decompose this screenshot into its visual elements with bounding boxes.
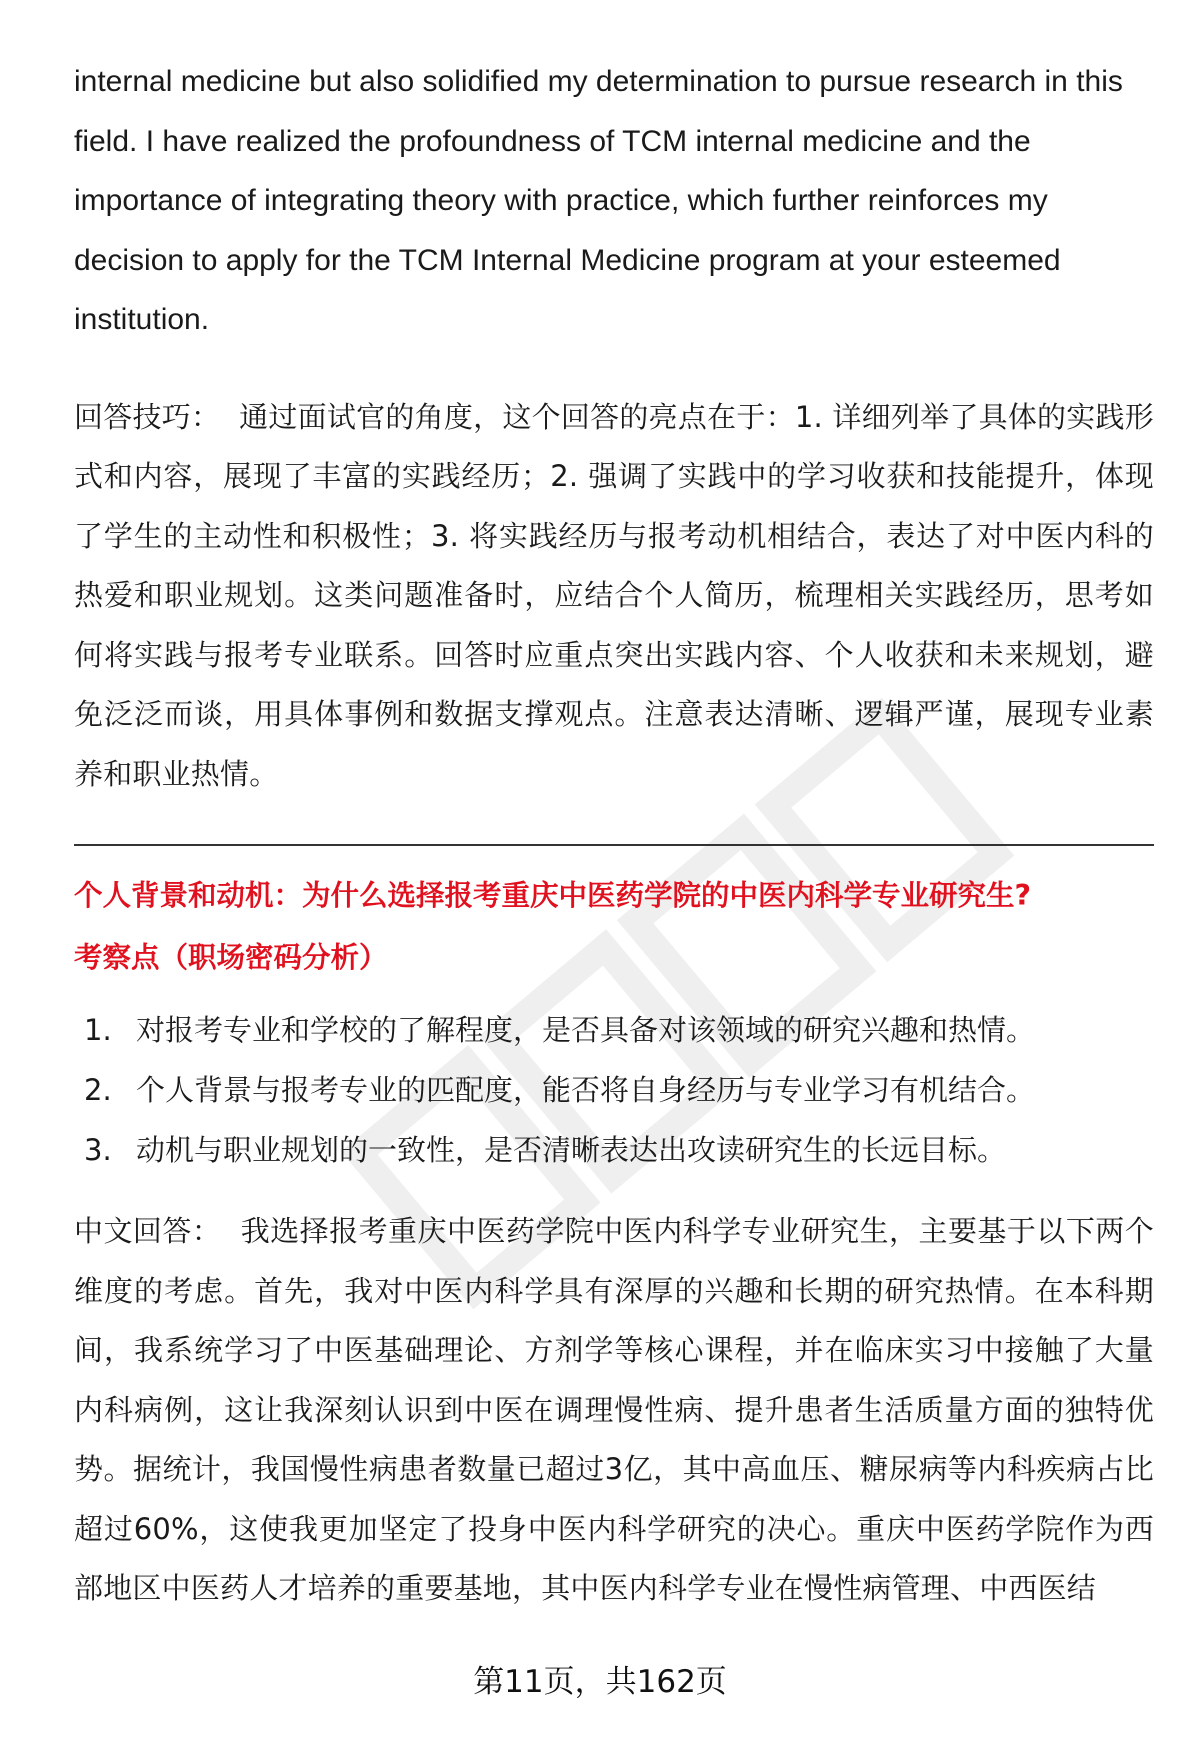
chinese-answer-paragraph [74,1202,1154,1619]
list-item-text: 动机与职业规划的一致性，是否清晰表达出攻读研究生的长远目标。 [136,1133,1007,1167]
assessment-points-list [74,1000,1154,1180]
list-item [74,1120,1154,1180]
tips-paragraph [74,388,1154,805]
question-subtitle: 考察点（职场密码分析） [74,941,388,974]
list-item-number: 3. [84,1133,112,1167]
list-item [74,1060,1154,1120]
answer-text: 我选择报考重庆中医药学院中医内科学专业研究生，主要基于以下两个维度的考虑。首先，我对中医内科学具有深厚的兴趣和长期的研究热情。在本科期间，我系统学习了中医基础理论、方剂学等核心课程，并在临床实习中接触了大量内科病例，这让我深刻认识到中医在调理慢性病、提升患者生活质量方面的独特优势。据统计，我国慢性病患者数量已超过3亿，其中高血压、糖尿病等内科疾病占比超过60%，这使我更加坚定了投身中医内科学研究的决心。重庆中医药学院作为西部地区中医药人才培养的重要基地，其中医内科学专业在慢性病管理、中西医结 [74,1214,1154,1605]
page-number-footer: 第11页，共162页 [473,1664,727,1700]
list-item-number: 2. [84,1073,112,1107]
list-item-number: 1. [84,1013,112,1047]
tips-label: 回答技巧： [74,399,221,434]
list-item-text: 对报考专业和学校的了解程度，是否具备对该领域的研究兴趣和热情。 [136,1013,1036,1047]
tips-text: 通过面试官的角度，这个回答的亮点在于：1. 详细列举了具体的实践形式和内容，展现了丰富的实践经历；2. 强调了实践中的学习收获和技能提升，体现了学生的主动性和积极性；3. 将实践经历与报考动机相结合，表达了对中医内科的热爱和职业规划。这类问题准备时，应结合个人简历，梳理相关实践经历，思考如何将实践与报考专业联系。回答时应重点突出实践内容、个人收获和未来规划，避免泛泛而谈，用具体事例和数据支撑观点。注意表达清晰、逻辑严谨，展现专业素养和职业热情。 [74,399,1154,791]
list-item [74,1000,1154,1060]
document-page [74,52,1154,1619]
answer-label: 中文回答： [74,1214,222,1248]
english-answer-paragraph: internal medicine but also solidified my determination to pursue research in this field. I have realized the profoundness of TCM internal medicine and the importance of integrating theory with practice, which further reinforces my decision to apply for the TCM Internal Medicine program at your esteemed institution. [74,65,1123,336]
list-item-text: 个人背景与报考专业的匹配度，能否将自身经历与专业学习有机结合。 [136,1073,1036,1107]
question-title: 个人背景和动机：为什么选择报考重庆中医药学院的中医内科学专业研究生? [74,879,1032,912]
